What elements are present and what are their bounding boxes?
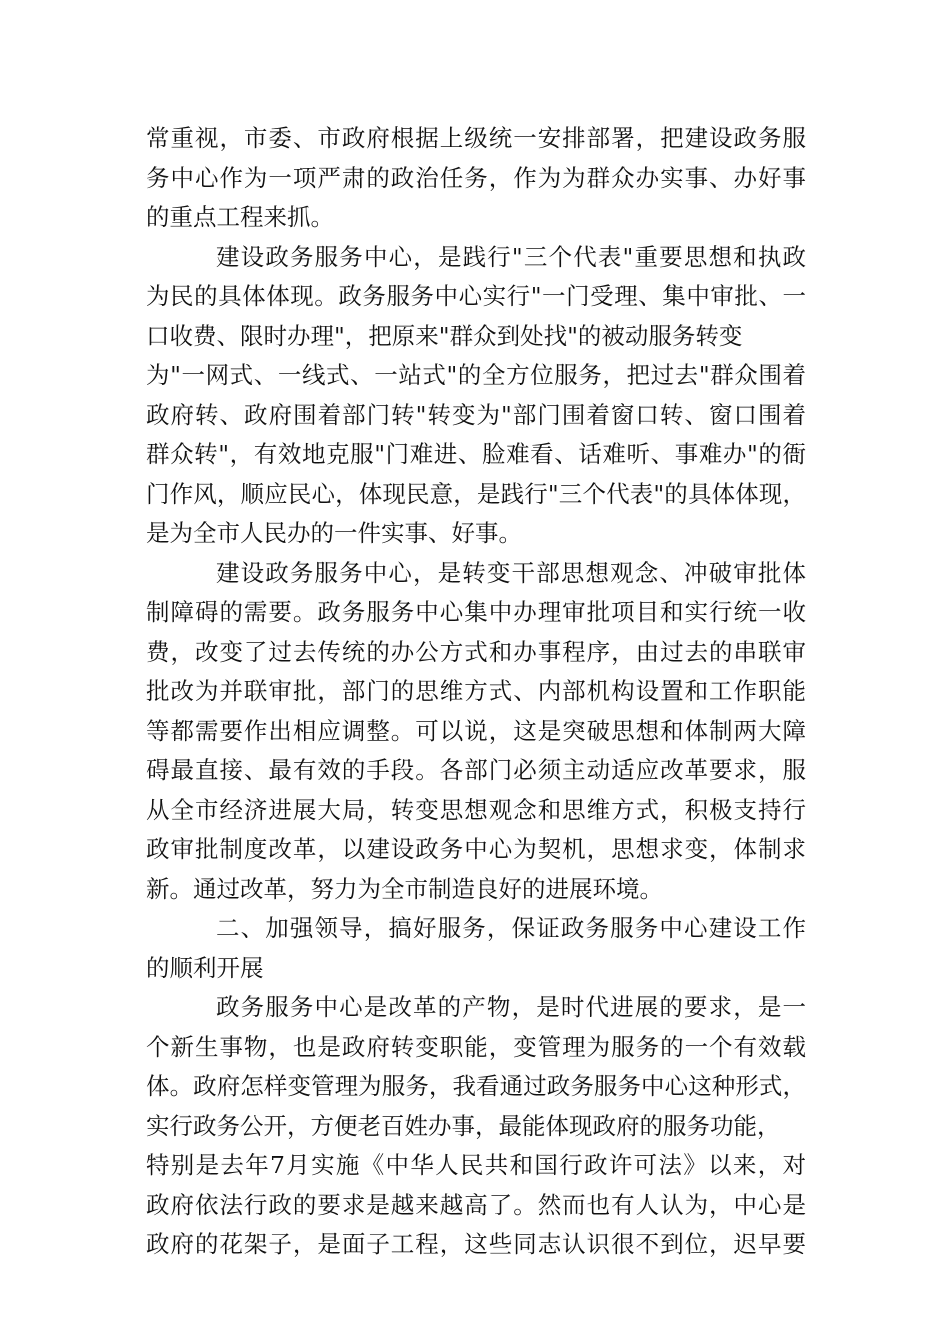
text-line: 费，改变了过去传统的办公方式和办事程序，由过去的串联审 <box>146 637 806 666</box>
text-line: 是为全市人民办的一件实事、好事。 <box>146 519 522 547</box>
body-text <box>146 119 806 1265</box>
text-line: 政审批制度改革，以建设政务中心为契机，思想求变，体制求 <box>146 835 806 863</box>
text-line: 务中心作为一项严肃的政治任务，作为为群众办实事、办好事 <box>146 163 806 192</box>
text-line: 口收费、限时办理"，把原来"群众到处找"的被动服务转变 <box>146 321 743 350</box>
text-line: 政府依法行政的要求是越来越高了。然而也有人认为，中心是 <box>146 1190 806 1219</box>
text-line: 的重点工程来抓。 <box>146 203 334 231</box>
text-line: 批改为并联审批，部门的思维方式、内部机构设置和工作职能 <box>146 677 806 705</box>
text-line: 碍最直接、最有效的手段。各部门必须主动适应改革要求，服 <box>146 756 806 784</box>
text-line: 群众转"，有效地克服"门难进、脸难看、话难听、事难办"的衙 <box>146 440 806 468</box>
text-line: 新。通过改革，努力为全市制造良好的进展环境。 <box>146 874 663 903</box>
text-line: 体。政府怎样变管理为服务，我看通过政务服务中心这种形式， <box>146 1072 806 1100</box>
text-line: 为"一网式、一线式、一站式"的全方位服务，把过去"群众围着 <box>146 361 806 389</box>
text-line: 门作风，顺应民心，体现民意，是践行"三个代表"的具体体现， <box>146 479 806 508</box>
text-line: 特别是去年7月实施《中华人民共和国行政许可法》以来，对 <box>146 1151 806 1179</box>
paragraph-start-line: 建设政务服务中心，是转变干部思想观念、冲破审批体 <box>216 558 806 587</box>
section-heading-line: 的顺利开展 <box>146 953 264 982</box>
section-heading-line: 二、加强领导，搞好服务，保证政务服务中心建设工作 <box>216 914 806 942</box>
text-line: 等都需要作出相应调整。可以说，这是突破思想和体制两大障 <box>146 716 806 745</box>
text-line: 制障碍的需要。政务服务中心集中办理审批项目和实行统一收 <box>146 598 806 626</box>
text-line: 常重视，市委、市政府根据上级统一安排部署，把建设政务服 <box>146 124 806 152</box>
text-line: 政府转、政府围着部门转"转变为"部门围着窗口转、窗口围着 <box>146 400 806 429</box>
paragraph-start-line: 建设政务服务中心，是践行"三个代表"重要思想和执政 <box>216 242 806 271</box>
text-line: 实行政务公开，方便老百姓办事，最能体现政府的服务功能， <box>146 1111 781 1140</box>
text-line: 从全市经济进展大局，转变思想观念和思维方式，积极支持行 <box>146 795 806 824</box>
text-line: 政府的花架子，是面子工程，这些同志认识很不到位，迟早要 <box>146 1230 806 1258</box>
text-line: 为民的具体体现。政务服务中心实行"一门受理、集中审批、一 <box>146 282 806 310</box>
text-line: 个新生事物，也是政府转变职能，变管理为服务的一个有效载 <box>146 1032 806 1061</box>
paragraph-start-line: 政务服务中心是改革的产物，是时代进展的要求，是一 <box>216 993 806 1021</box>
